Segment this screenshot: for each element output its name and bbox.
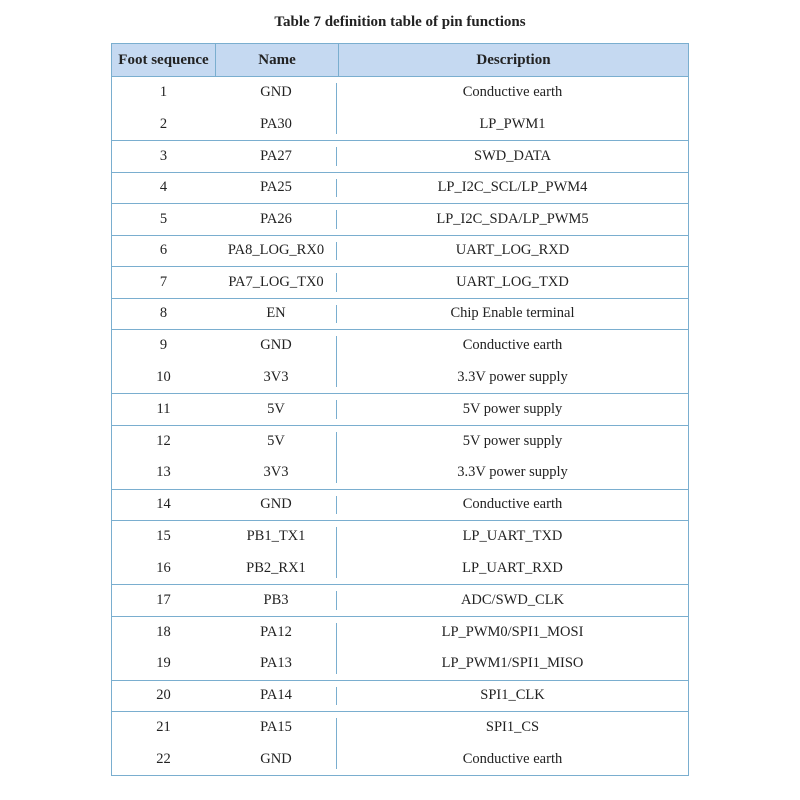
pin-name-cell: EN bbox=[266, 305, 286, 322]
description-cell: ADC/SWD_CLK bbox=[460, 591, 565, 608]
foot-sequence-cell: 14 bbox=[156, 496, 171, 513]
foot-sequence-cell: 4 bbox=[159, 179, 168, 196]
description-cell: LP_UART_TXD bbox=[462, 528, 563, 545]
foot-sequence-cell: 3 bbox=[159, 147, 168, 164]
description-cell: LP_I2C_SDA/LP_PWM5 bbox=[436, 210, 589, 227]
table-row bbox=[112, 617, 688, 649]
description-cell: LP_PWM1 bbox=[479, 115, 546, 132]
foot-sequence-cell: 6 bbox=[159, 242, 168, 259]
foot-sequence-cell: 16 bbox=[156, 559, 171, 576]
description-cell: 5V power supply bbox=[462, 400, 563, 417]
table-row bbox=[112, 585, 688, 616]
row-group bbox=[112, 585, 688, 617]
row-group bbox=[112, 77, 688, 141]
table-row bbox=[112, 521, 688, 553]
table-row bbox=[112, 109, 688, 141]
table-row bbox=[112, 744, 688, 776]
row-group bbox=[112, 394, 688, 426]
header-description: Description bbox=[476, 51, 551, 68]
description-cell: Conductive earth bbox=[462, 750, 563, 767]
pin-name-cell: GND bbox=[260, 337, 292, 354]
pin-name-cell: PA30 bbox=[260, 115, 292, 132]
description-cell: 5V power supply bbox=[462, 432, 563, 449]
pin-name-cell: PA25 bbox=[260, 179, 292, 196]
description-cell: 3.3V power supply bbox=[457, 464, 568, 481]
header-name: Name bbox=[216, 44, 339, 76]
description-cell: UART_LOG_TXD bbox=[456, 273, 569, 290]
table-row bbox=[112, 204, 688, 235]
row-group bbox=[112, 712, 688, 775]
description-cell: SPI1_CS bbox=[485, 719, 540, 736]
description-cell: LP_PWM0/SPI1_MOSI bbox=[441, 623, 584, 640]
table-header bbox=[112, 44, 688, 77]
foot-sequence-cell: 19 bbox=[156, 655, 171, 672]
row-group bbox=[112, 490, 688, 522]
pin-name-cell: PA15 bbox=[260, 719, 292, 736]
foot-sequence-cell: 9 bbox=[159, 337, 168, 354]
description-cell: LP_UART_RXD bbox=[462, 559, 563, 576]
description-cell: 3.3V power supply bbox=[457, 368, 568, 385]
foot-sequence-cell: 10 bbox=[156, 368, 171, 385]
pin-name-cell: PA26 bbox=[260, 210, 292, 227]
pin-function-table bbox=[111, 43, 689, 776]
foot-sequence-cell: 8 bbox=[159, 305, 168, 322]
pin-name-cell: PB1_TX1 bbox=[246, 528, 306, 545]
foot-sequence-cell: 17 bbox=[156, 591, 171, 608]
pin-name-cell: PA8_LOG_RX0 bbox=[227, 242, 325, 259]
pin-name-cell: 3V3 bbox=[263, 368, 289, 385]
row-group bbox=[112, 173, 688, 205]
description-cell: SPI1_CLK bbox=[480, 687, 545, 704]
header-foot-sequence: Foot sequence bbox=[112, 44, 216, 76]
table-row bbox=[112, 77, 688, 109]
pin-name-cell: GND bbox=[260, 84, 292, 101]
foot-sequence-cell: 20 bbox=[156, 687, 171, 704]
row-group bbox=[112, 141, 688, 173]
pin-name-cell: 5V bbox=[267, 400, 285, 417]
row-group bbox=[112, 330, 688, 394]
pin-name-cell: PA7_LOG_TX0 bbox=[228, 273, 324, 290]
pin-name-cell: GND bbox=[260, 750, 292, 767]
pin-name-cell: 5V bbox=[267, 432, 285, 449]
table-row bbox=[112, 267, 688, 298]
table-row bbox=[112, 173, 688, 204]
pin-name-cell: PB3 bbox=[263, 591, 289, 608]
table-body bbox=[112, 77, 688, 775]
pin-name-cell: PA27 bbox=[260, 147, 292, 164]
table-row bbox=[112, 141, 688, 172]
foot-sequence-cell: 11 bbox=[156, 400, 171, 417]
description-cell: Conductive earth bbox=[462, 84, 563, 101]
pin-name-cell: PA14 bbox=[260, 687, 292, 704]
row-group bbox=[112, 681, 688, 713]
pin-name-cell: PB2_RX1 bbox=[246, 559, 306, 576]
foot-sequence-cell: 22 bbox=[156, 750, 171, 767]
table-row bbox=[112, 394, 688, 425]
table-row bbox=[112, 648, 688, 680]
row-group bbox=[112, 617, 688, 681]
row-group bbox=[112, 204, 688, 236]
foot-sequence-cell: 13 bbox=[156, 464, 171, 481]
pin-name-cell: GND bbox=[260, 496, 292, 513]
table-row bbox=[112, 299, 688, 330]
foot-sequence-cell: 7 bbox=[159, 273, 168, 290]
foot-sequence-cell: 15 bbox=[156, 528, 171, 545]
row-group bbox=[112, 236, 688, 268]
foot-sequence-cell: 1 bbox=[159, 84, 168, 101]
table-row bbox=[112, 490, 688, 521]
pin-name-cell: PA12 bbox=[260, 623, 292, 640]
description-cell: LP_I2C_SCL/LP_PWM4 bbox=[437, 179, 588, 196]
row-group bbox=[112, 426, 688, 490]
description-cell: Conductive earth bbox=[462, 496, 563, 513]
row-group bbox=[112, 521, 688, 585]
table-row bbox=[112, 457, 688, 489]
foot-sequence-cell: 2 bbox=[159, 115, 168, 132]
pin-name-cell: 3V3 bbox=[263, 464, 289, 481]
table-row bbox=[112, 426, 688, 458]
description-cell: Conductive earth bbox=[462, 337, 563, 354]
row-group bbox=[112, 267, 688, 299]
table-title: Table 7 definition table of pin functions bbox=[274, 14, 526, 30]
foot-sequence-cell: 18 bbox=[156, 623, 171, 640]
table-row bbox=[112, 712, 688, 744]
table-row bbox=[112, 553, 688, 585]
foot-sequence-cell: 12 bbox=[156, 432, 171, 449]
table-row bbox=[112, 681, 688, 712]
table-row bbox=[112, 330, 688, 362]
description-cell: LP_PWM1/SPI1_MISO bbox=[441, 655, 584, 672]
table-row bbox=[112, 236, 688, 267]
description-cell: Chip Enable terminal bbox=[450, 305, 575, 322]
pin-name-cell: PA13 bbox=[260, 655, 292, 672]
description-cell: UART_LOG_RXD bbox=[455, 242, 570, 259]
table-row bbox=[112, 362, 688, 394]
foot-sequence-cell: 5 bbox=[159, 210, 168, 227]
description-cell: SWD_DATA bbox=[474, 147, 551, 164]
foot-sequence-cell: 21 bbox=[156, 719, 171, 736]
row-group bbox=[112, 299, 688, 331]
